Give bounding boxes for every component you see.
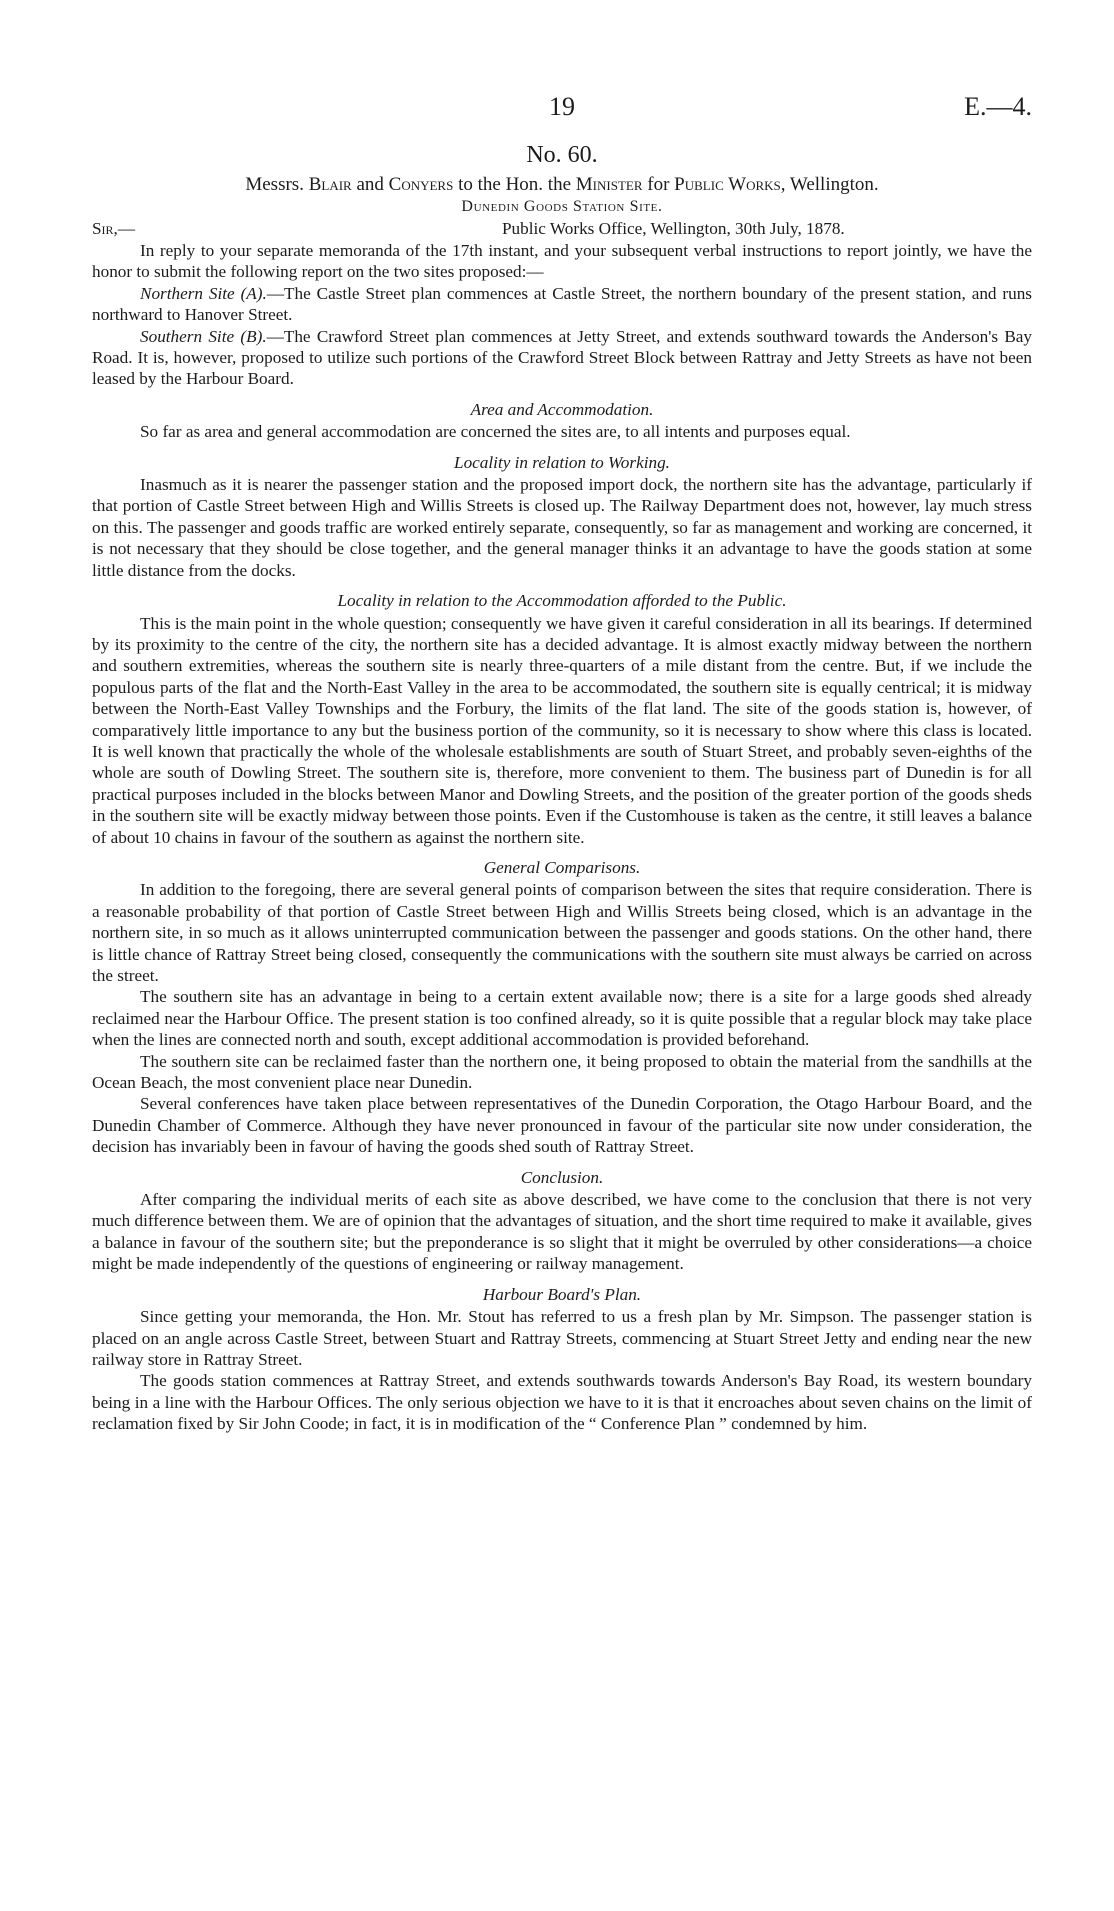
- heading-part: to the Hon. the: [453, 174, 576, 195]
- heading-general-comparisons: General Comparisons.: [483, 857, 641, 877]
- salutation: Sir,—: [92, 219, 136, 238]
- heading-part: for: [642, 174, 675, 195]
- paragraph-working: Inasmuch as it is nearer the passenger station and the proposed import dock, the northern site has the advantage, particularly if that portion of Castle Street between High and Willis Streets is closed up. The Railway Department does not, however, lay much stress on this. The passenger and goods traffic are worked entirely separate, consequently, so far as management and working are concerned, it is not necessary that they should be close together, and the general manager thinks it an advantage to have the goods station at some little distance from the docks.: [92, 475, 1032, 580]
- heading-public-works: Public Works: [674, 174, 781, 195]
- heading-part: , Wellington.: [780, 174, 879, 195]
- southern-site-label: Southern Site (B).: [140, 326, 267, 346]
- paragraph-general-2: The southern site has an advantage in being to a certain extent available now; there is a site for a large goods shed already reclaimed near the Harbour Office. The present station is too confined already, so it is quite possible that a regular block may take place when the lines are connected north and south, except additional accommodation is provided beforehand.: [92, 987, 1032, 1050]
- northern-site-label: Northern Site (A).: [140, 283, 267, 303]
- heading-minister: Minister: [575, 174, 643, 195]
- paragraph-area: So far as area and general accommodation are concerned the sites are, to all intents and purposes equal.: [140, 422, 851, 442]
- letter-heading: [92, 174, 1032, 196]
- paragraph-harbour-2: The goods station commences at Rattray Street, and extends southwards towards Anderson's Bay Road, its western boundary being in a line with the Harbour Offices. The only serious objection we have to it is that it encroaches about seven chains on the limit of reclamation fixed by Sir John Coode; in fact, it is in modification of the “ Conference Plan ” condemned by him.: [92, 1371, 1032, 1434]
- heading-name-conyers: Conyers: [388, 174, 454, 195]
- salutation-line: [92, 218, 1032, 240]
- paragraph-harbour-1: Since getting your memoranda, the Hon. Mr. Stout has referred to us a fresh plan by Mr. Simpson. The passenger station is placed on an angle across Castle Street, between Stuart and Rattray Streets, commencing at Stuart Street Jetty and ending near the new railway store in Rattray Street.: [92, 1307, 1032, 1369]
- paragraph-intro: In reply to your separate memoranda of the 17th instant, and your subsequent verbal instructions to report jointly, we have the honor to submit the following report on the two sites proposed:—: [92, 241, 1032, 282]
- northern-site-text: —The Castle Street plan commences at Castle Street, the northern boundary of the present station, and runs northward to Hanover Street.: [92, 283, 1032, 325]
- paragraph-general-3: The southern site can be reclaimed faster than the northern one, it being proposed to obtain the material from the sandhills at the Ocean Beach, the most convenient place near Dunedin.: [92, 1051, 1032, 1093]
- heading-locality-public: Locality in relation to the Accommodation afforded to the Public.: [337, 591, 787, 611]
- heading-conclusion: Conclusion.: [520, 1167, 604, 1187]
- paragraph-southern-site: [92, 326, 1032, 390]
- southern-site-text: —The Crawford Street plan commences at Jetty Street, and extends southward towards the Anderson's Bay Road. It is, however, proposed to utilize such portions of the Crawford Street Block between Rattray and Jetty Streets as have not been leased by the Harbour Board.: [92, 326, 1033, 389]
- dateline: Public Works Office, Wellington, 30th July, 1878.: [502, 219, 845, 238]
- running-header: [92, 92, 1032, 128]
- heading-harbour-board-plan: Harbour Board's Plan.: [482, 1284, 642, 1304]
- letter-subheading: Dunedin Goods Station Site.: [461, 198, 663, 215]
- heading-part: and: [351, 174, 389, 195]
- heading-locality-working: Locality in relation to Working.: [454, 452, 670, 472]
- document-page: [92, 92, 1032, 1435]
- paragraph-conclusion: After comparing the individual merits of each site as above described, we have come to the conclusion that there is not very much difference between them. We are of opinion that the advantages of situation, and the short time required to make it available, gives a balance in favour of the southern site; but the preponderance is so slight that it might be overruled by other considerations—a choice might be made independently of the questions of engineering or railway management.: [92, 1190, 1032, 1274]
- paragraph-general-1: In addition to the foregoing, there are several general points of comparison between the sites that require consideration. There is a reasonable probability of that portion of Castle Street between High and Willis Streets being closed, which is an advantage in the northern site, in so much as it allows uninterrupted communication between the passenger and goods stations. On the other hand, there is little chance of Rattray Street being closed, consequently the communications with the southern site must always be carried on across the street.: [92, 880, 1032, 985]
- heading-part: Messrs.: [245, 174, 309, 195]
- paragraph-public: This is the main point in the whole question; consequently we have given it careful consideration in all its bearings. If determined by its proximity to the centre of the city, the northern site has a decided advantage. It is almost exactly midway between the northern and southern extremities, whereas the southern site is nearly three-quarters of a mile distant from the centre. But, if we include the populous parts of the flat and the North-East Valley in the area to be accommodated, the southern site is equally centrical; it is midway between the North-East Valley Townships and the Forbury, the limits of the flat land. The site of the goods station is, however, of comparatively little importance to any but the business portion of the community, so it is necessary to show where this class is located. It is well known that practically the whole of the wholesale establishments are south of Stuart Street, and probably seven-eighths of the whole are south of Dowling Street. The southern site is, therefore, more convenient to them. The business part of Dunedin is for all practical purposes included in the blocks between Manor and Dowling Streets, and the position of the greater portion of the goods sheds in the southern site will be exactly midway between those points. Even if the Customhouse is taken as the centre, it still leaves a balance of about 10 chains in favour of the southern as against the northern site.: [92, 613, 1032, 847]
- series-code: E.—4.: [964, 92, 1032, 121]
- heading-name-blair: Blair: [308, 174, 352, 195]
- heading-area-accommodation: Area and Accommodation.: [470, 399, 654, 419]
- paragraph-northern-site: [92, 283, 1032, 326]
- page-number: 19: [549, 92, 575, 121]
- document-number: No. 60.: [526, 142, 598, 168]
- paragraph-general-4: Several conferences have taken place between representatives of the Dunedin Corporation, the Otago Harbour Board, and the Dunedin Chamber of Commerce. Although they have never pronounced in favour of the particular site now under consideration, the decision has invariably been in favour of having the goods shed south of Rattray Street.: [92, 1094, 1032, 1157]
